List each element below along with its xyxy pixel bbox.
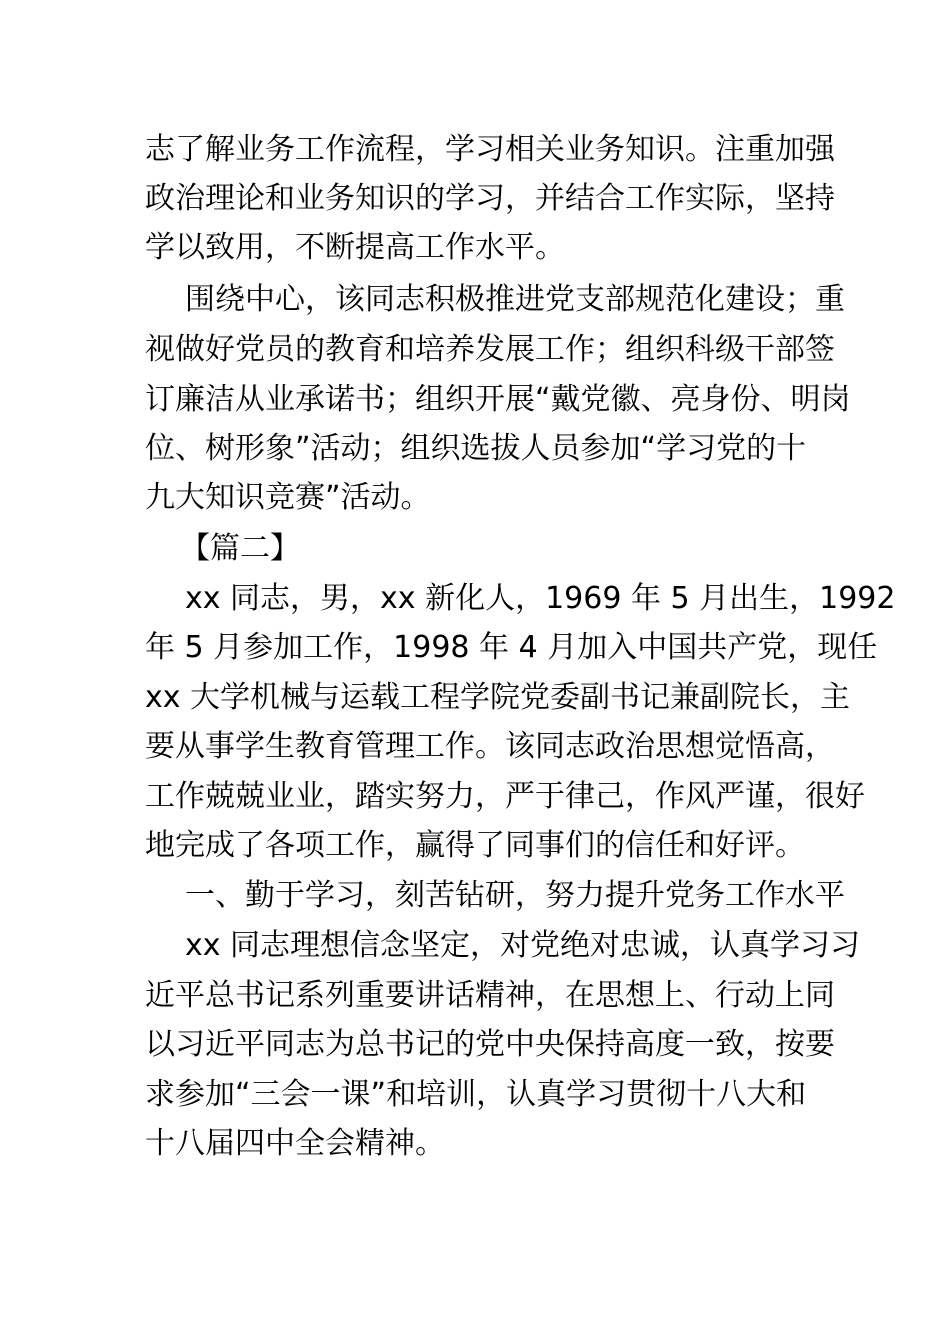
section-heading: 【篇二】 [180,531,300,566]
paragraph-line: 位、树形象”活动；组织选拔人员参加“学习党的十 [145,431,807,466]
paragraph-line: 志了解业务工作流程，学习相关业务知识。注重加强 [145,132,835,167]
subheading-line: 一、勤于学习，刻苦钻研，努力提升党务工作水平 [185,878,845,913]
paragraph-line: xx 同志理想信念坚定，对党绝对忠诚，认真学习习 [185,928,861,963]
paragraph-line: 求参加“三会一课”和培训，认真学习贯彻十八大和 [145,1077,807,1112]
paragraph-line: 地完成了各项工作，赢得了同事们的信任和好评。 [145,828,805,863]
paragraph-line: 九大知识竞赛”活动。 [145,480,431,515]
paragraph-line: 视做好党员的教育和培养发展工作；组织科级干部签 [145,332,835,367]
paragraph-line: xx 同志，男，xx 新化人，1969 年 5 月出生，1992 [185,581,896,616]
paragraph-line: 十八届四中全会精神。 [145,1126,445,1161]
paragraph-line: 政治理论和业务知识的学习，并结合工作实际，坚持 [145,181,835,216]
paragraph-line: 要从事学生教育管理工作。该同志政治思想觉悟高， [145,729,835,764]
paragraph-line: 近平总书记系列重要讲话精神，在思想上、行动上同 [145,978,835,1013]
paragraph-line: 以习近平同志为总书记的党中央保持高度一致，按要 [145,1027,835,1062]
paragraph-line: 年 5 月参加工作，1998 年 4 月加入中国共产党，现任 [145,630,878,665]
paragraph-line: xx 大学机械与运载工程学院党委副书记兼副院长，主 [145,680,851,715]
paragraph-line: 工作兢兢业业，踏实努力，严于律己，作风严谨，很好 [145,779,865,814]
paragraph-line: 学以致用，不断提高工作水平。 [145,230,565,265]
paragraph-line: 围绕中心，该同志积极推进党支部规范化建设；重 [185,282,845,317]
paragraph-line: 订廉洁从业承诺书；组织开展“戴党徽、亮身份、明岗 [145,382,851,417]
